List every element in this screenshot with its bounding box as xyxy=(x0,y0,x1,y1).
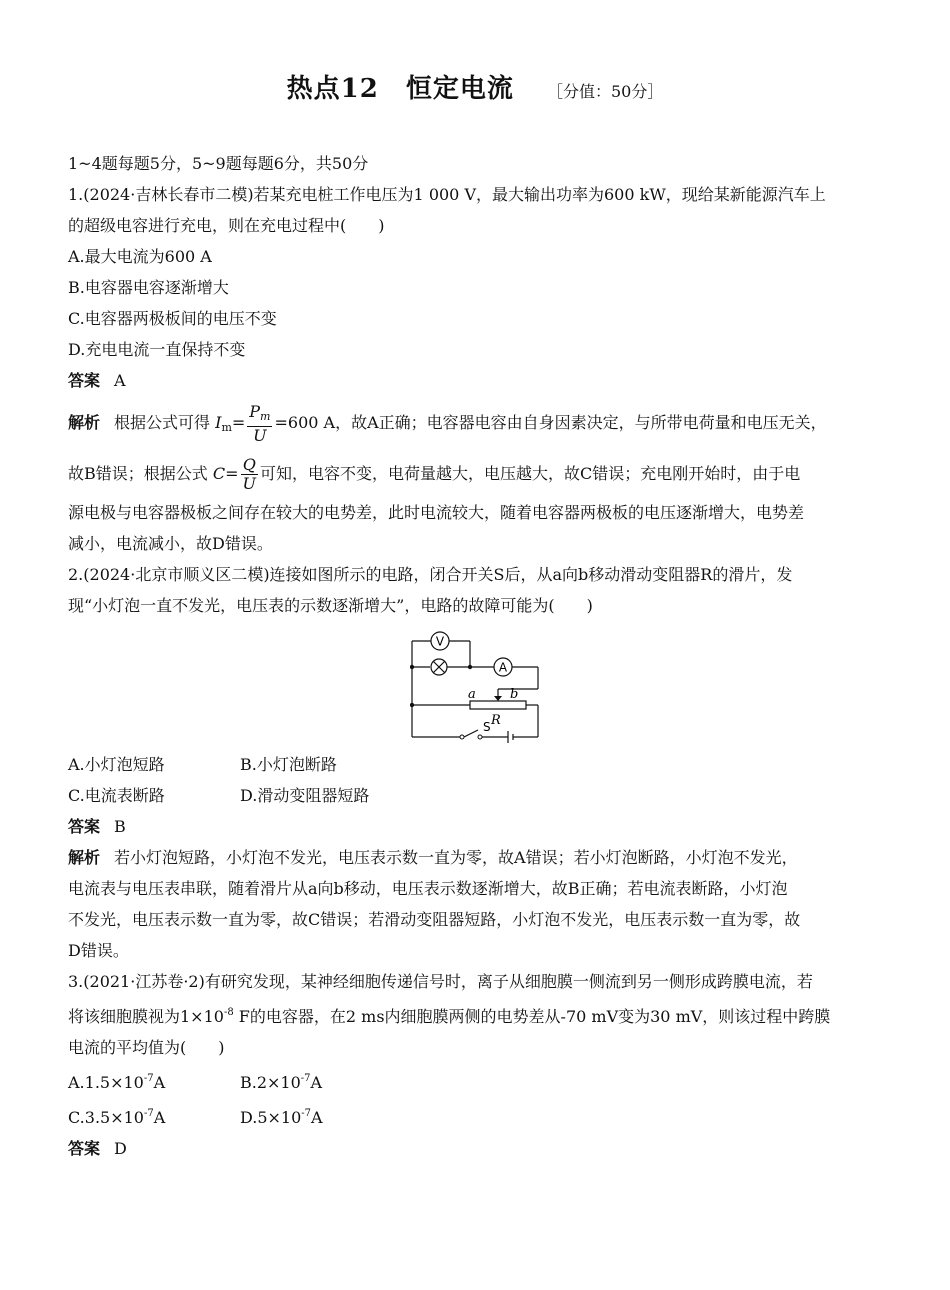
q3-options-cd xyxy=(68,1098,883,1133)
circuit-diagram xyxy=(410,627,610,745)
analysis-label: 解析 xyxy=(68,413,101,432)
q2-option-a: A.小灯泡短路 xyxy=(68,755,165,774)
q3-stem-2: 将该细胞膜视为$1\times 10^{-8}$ F的电容器，在2 ms内细胞膜两侧的电势差从-70 mV变为30 mV，则该过程中跨膜 xyxy=(68,1007,831,1026)
q2-answer: B xyxy=(114,817,126,836)
q3-answer-row xyxy=(68,1133,883,1164)
q2-options-cd xyxy=(68,780,883,811)
intro: 1~4题每题5分，5~9题每题6分，共50分 xyxy=(68,154,369,173)
q2-analysis-4: D错误。 xyxy=(68,941,129,960)
analysis-label: 解析 xyxy=(68,848,101,867)
q2-stem-1: 2.(2024·北京市顺义区二模)连接如图所示的电路，闭合开关S后，从a向b移动滑动变阻器R的滑片，发 xyxy=(68,565,793,584)
q1-option-b: B.电容器电容逐渐增大 xyxy=(68,278,229,297)
question-3 xyxy=(68,966,883,1164)
q3-options-ab xyxy=(68,1063,883,1098)
q2-analysis-3: 不发光，电压表示数一直为零，故C错误；若滑动变阻器短路，小灯泡不发光，电压表示数一直为零，故 xyxy=(68,910,801,929)
q2-option-b: B.小灯泡断路 xyxy=(240,755,337,774)
q3-stem-1: 3.(2021·江苏卷·2)有研究发现，某神经细胞传递信号时，离子从细胞膜一侧流到另一侧形成跨膜电流，若 xyxy=(68,972,813,991)
q3-option-a: A.1.5×10-7A xyxy=(68,1073,166,1092)
q1-answer-row xyxy=(68,365,883,396)
q2-options-ab xyxy=(68,749,883,780)
q3-stem-3: 电流的平均值为( ) xyxy=(68,1038,225,1057)
label-s: S xyxy=(483,720,491,734)
q1-analysis-2: 故B错误；根据公式 C= $\frac{Q}{U}$ 可知，电容不变，电荷量越大，电压越大，故C错误；充电刚开始时，由于电 xyxy=(68,455,801,493)
q1-option-a: A.最大电流为600 A xyxy=(68,247,212,266)
q3-answer: D xyxy=(114,1139,127,1158)
q2-analysis-1: 解析 若小灯泡短路，小灯泡不发光，电压表示数一直为零，故A错误；若小灯泡断路，小灯泡不发光， xyxy=(68,848,798,867)
fraction-pm-u: $\frac{P_m}{U}$ xyxy=(249,401,271,445)
question-1 xyxy=(68,179,883,559)
question-2 xyxy=(68,559,883,966)
answer-label: 答案 xyxy=(68,371,101,390)
q1-answer: A xyxy=(114,371,126,390)
q1-stem-2: 的超级电容进行充电，则在充电过程中( ) xyxy=(68,216,385,235)
label-r: R xyxy=(491,713,501,728)
score-note: ［分值：50分］ xyxy=(546,82,664,101)
q2-analysis-2: 电流表与电压表串联，随着滑片从a向b移动，电压表示数逐渐增大，故B正确；若电流表断路，小灯泡 xyxy=(68,879,788,898)
q1-option-c: C.电容器两极板间的电压不变 xyxy=(68,309,277,328)
q1-analysis-4: 减小，电流减小，故D错误。 xyxy=(68,534,273,553)
content xyxy=(68,148,883,1164)
q1-analysis-1: 解析 根据公式可得 $I_m=$ $\frac{P_m}{U}$ =600 A，故A正确；电容器电容由自身因素决定，与所带电荷量和电压无关， xyxy=(68,401,827,445)
answer-label: 答案 xyxy=(68,1139,101,1158)
fraction-q-u: $\frac{Q}{U}$ xyxy=(242,455,256,493)
q3-option-d: D.5×10-7A xyxy=(240,1108,323,1127)
q1-analysis-3: 源电极与电容器极板之间存在较大的电势差，此时电流较大，随着电容器两极板的电压逐渐增大，电势差 xyxy=(68,503,805,522)
q2-answer-row xyxy=(68,811,883,842)
label-a: a xyxy=(468,687,476,702)
voltmeter-label: V xyxy=(435,634,445,649)
q2-stem-2: 现“小灯泡一直不发光，电压表的示数逐渐增大”，电路的故障可能为( ) xyxy=(68,596,593,615)
q3-option-b: B.2×10-7A xyxy=(240,1073,323,1092)
q3-option-c: C.3.5×10-7A xyxy=(68,1108,166,1127)
q2-option-d: D.滑动变阻器短路 xyxy=(240,786,370,805)
q1-option-d: D.充电电流一直保持不变 xyxy=(68,340,246,359)
answer-label: 答案 xyxy=(68,817,101,836)
title-row xyxy=(0,68,950,105)
label-b: b xyxy=(510,687,519,702)
page-title: 热点12 恒定电流 xyxy=(286,74,514,104)
q1-stem-1: 1.(2024·吉林长春市二模)若某充电桩工作电压为1 000 V，最大输出功率为600 kW，现给某新能源汽车上 xyxy=(68,185,826,204)
q2-option-c: C.电流表断路 xyxy=(68,786,165,805)
ammeter-label: A xyxy=(498,660,508,675)
